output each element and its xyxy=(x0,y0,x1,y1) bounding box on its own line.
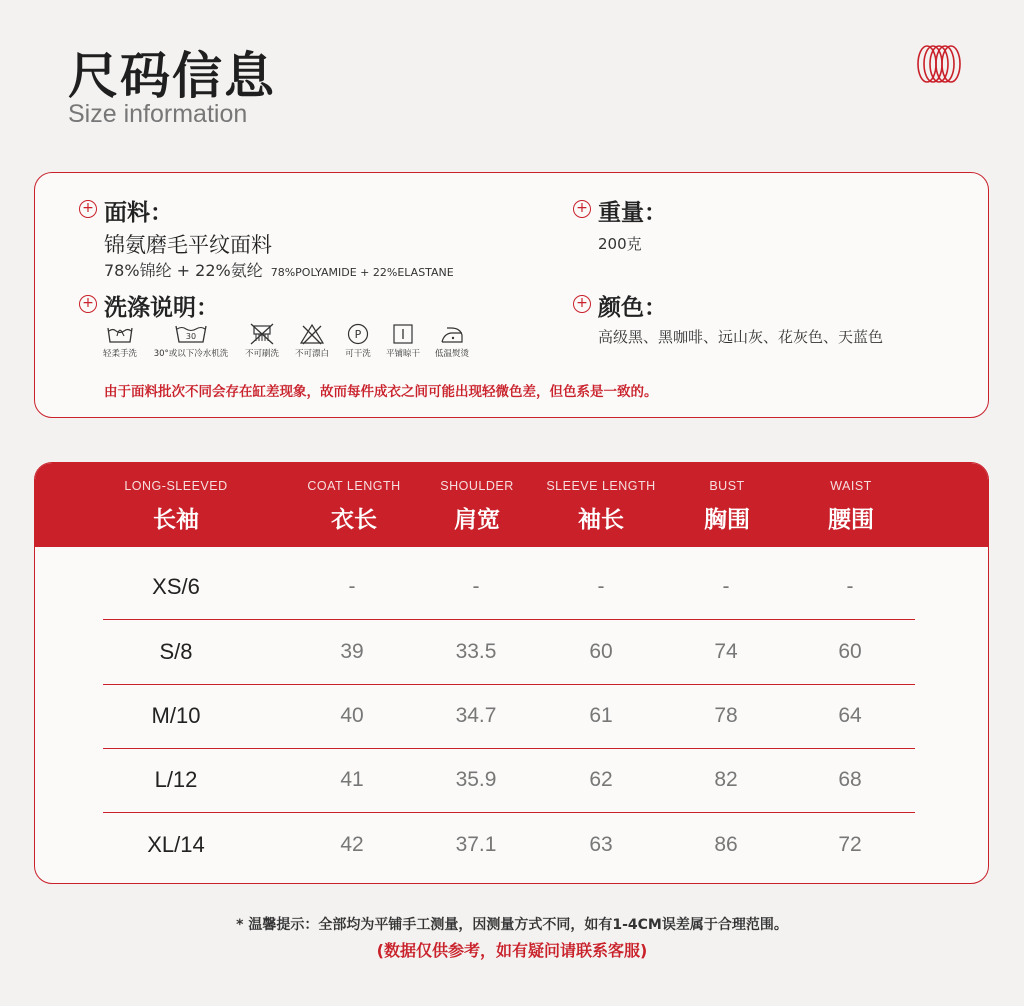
care-item xyxy=(422,322,482,359)
table-row xyxy=(103,619,915,685)
waist-cell: - xyxy=(846,574,854,598)
shoulder-cell: 34.7 xyxy=(455,703,497,727)
plus-circle-icon: + xyxy=(79,200,97,218)
waist-cell: 68 xyxy=(838,767,862,791)
column-header-cn: 肩宽 xyxy=(454,507,500,533)
care-item xyxy=(148,322,234,359)
column-header-en: SHOULDER xyxy=(440,479,514,493)
care-label: 平铺晾干 xyxy=(385,349,420,359)
no-bleach-icon xyxy=(298,322,326,346)
fabric-label: 面料： xyxy=(104,200,173,226)
sleeve-length-cell: - xyxy=(597,574,605,598)
column-header-en: SLEEVE LENGTH xyxy=(546,479,656,493)
shoulder-cell: 37.1 xyxy=(455,833,497,856)
flat-dry-icon xyxy=(389,322,417,346)
page-subtitle: Size information xyxy=(68,100,248,128)
size-cell: S/8 xyxy=(159,638,193,664)
column-header-cn: 衣长 xyxy=(331,507,377,533)
size-cell: XS/6 xyxy=(152,573,200,599)
dry-clean-letter: P xyxy=(354,328,362,341)
care-label: 低温熨烫 xyxy=(434,349,469,359)
plus-circle-icon: + xyxy=(573,200,591,218)
fabric-composition-cn: 78%锦纶 + 22%氨纶 xyxy=(104,261,263,280)
plus-circle-icon: + xyxy=(573,295,591,313)
table-row xyxy=(103,812,915,878)
column-header-cn: 腰围 xyxy=(828,507,874,533)
table-row xyxy=(103,683,915,749)
waist-cell: 60 xyxy=(838,639,862,663)
fabric-composition-en: 78%POLYAMIDE + 22%ELASTANE xyxy=(270,266,454,279)
low-iron-icon xyxy=(438,322,466,346)
table-row xyxy=(103,554,915,620)
page-title: 尺码信息 xyxy=(68,47,276,105)
no-brush-icon xyxy=(248,322,276,346)
hand-wash-icon xyxy=(106,322,134,346)
weight-label: 重量： xyxy=(598,200,667,226)
dry-clean-icon xyxy=(344,322,372,346)
sleeve-length-cell: 63 xyxy=(589,833,613,856)
color-label: 颜色： xyxy=(598,295,667,321)
weight-value: 200克 xyxy=(598,235,642,253)
size-chart xyxy=(34,462,989,884)
bust-cell: 78 xyxy=(714,703,738,727)
color-value: 高级黑、黑咖啡、远山灰、花灰色、天蓝色 xyxy=(598,328,884,346)
shoulder-cell: - xyxy=(472,574,480,598)
care-label: 不可刷洗 xyxy=(244,349,279,359)
wash-temp-text: 30 xyxy=(185,332,197,341)
plus-circle-icon: + xyxy=(79,295,97,313)
color-variance-warning: 由于面料批次不同会存在缸差现象，故而每件成衣之间可能出现轻微色差，但色系是一致的。 xyxy=(104,384,658,400)
fabric-composition xyxy=(104,258,454,281)
care-label: 30°或以下冷水机洗 xyxy=(153,349,229,359)
column-header-en: LONG-SLEEVED xyxy=(124,479,228,493)
column-header-cn: 长袖 xyxy=(153,507,199,533)
fabric-name: 锦氨磨毛平纹面料 xyxy=(104,233,272,257)
sleeve-length-cell: 61 xyxy=(589,703,613,727)
bust-cell: 82 xyxy=(714,767,738,791)
bust-cell: 86 xyxy=(714,833,738,856)
size-cell: L/12 xyxy=(154,766,198,792)
measurement-note: * 温馨提示：全部均为平铺手工测量，因测量方式不同，如有1-4CM误差属于合理范围。 xyxy=(236,917,788,933)
size-cell: XL/14 xyxy=(147,832,205,857)
rings-icon xyxy=(916,44,962,84)
shoulder-cell: 33.5 xyxy=(455,639,497,663)
table-row xyxy=(103,747,915,813)
column-header-cn: 胸围 xyxy=(704,507,750,533)
reference-note: (数据仅供参考，如有疑问请联系客服) xyxy=(376,941,648,960)
column-header-cn: 袖长 xyxy=(578,507,624,533)
column-header-en: COAT LENGTH xyxy=(307,479,401,493)
column-header-en: WAIST xyxy=(830,479,872,493)
shoulder-cell: 35.9 xyxy=(455,767,497,791)
wash-label: 洗涤说明： xyxy=(104,295,219,321)
sleeve-length-cell: 60 xyxy=(589,639,613,663)
care-label: 可干洗 xyxy=(345,349,371,359)
sleeve-length-cell: 62 xyxy=(589,767,613,791)
coat-length-cell: 41 xyxy=(340,767,364,791)
bust-cell: 74 xyxy=(714,639,738,663)
care-label: 轻柔手洗 xyxy=(102,349,137,359)
wash-30-icon xyxy=(174,322,208,346)
care-item xyxy=(90,322,150,359)
size-chart-header xyxy=(35,463,988,547)
column-header-en: BUST xyxy=(709,479,745,493)
size-cell: M/10 xyxy=(151,702,201,728)
care-label: 不可漂白 xyxy=(294,349,329,359)
coat-length-cell: 39 xyxy=(340,639,364,663)
waist-cell: 64 xyxy=(838,703,862,727)
coat-length-cell: 40 xyxy=(340,703,364,727)
waist-cell: 72 xyxy=(838,833,862,856)
coat-length-cell: 42 xyxy=(340,833,364,856)
bust-cell: - xyxy=(722,574,730,598)
coat-length-cell: - xyxy=(348,574,356,598)
